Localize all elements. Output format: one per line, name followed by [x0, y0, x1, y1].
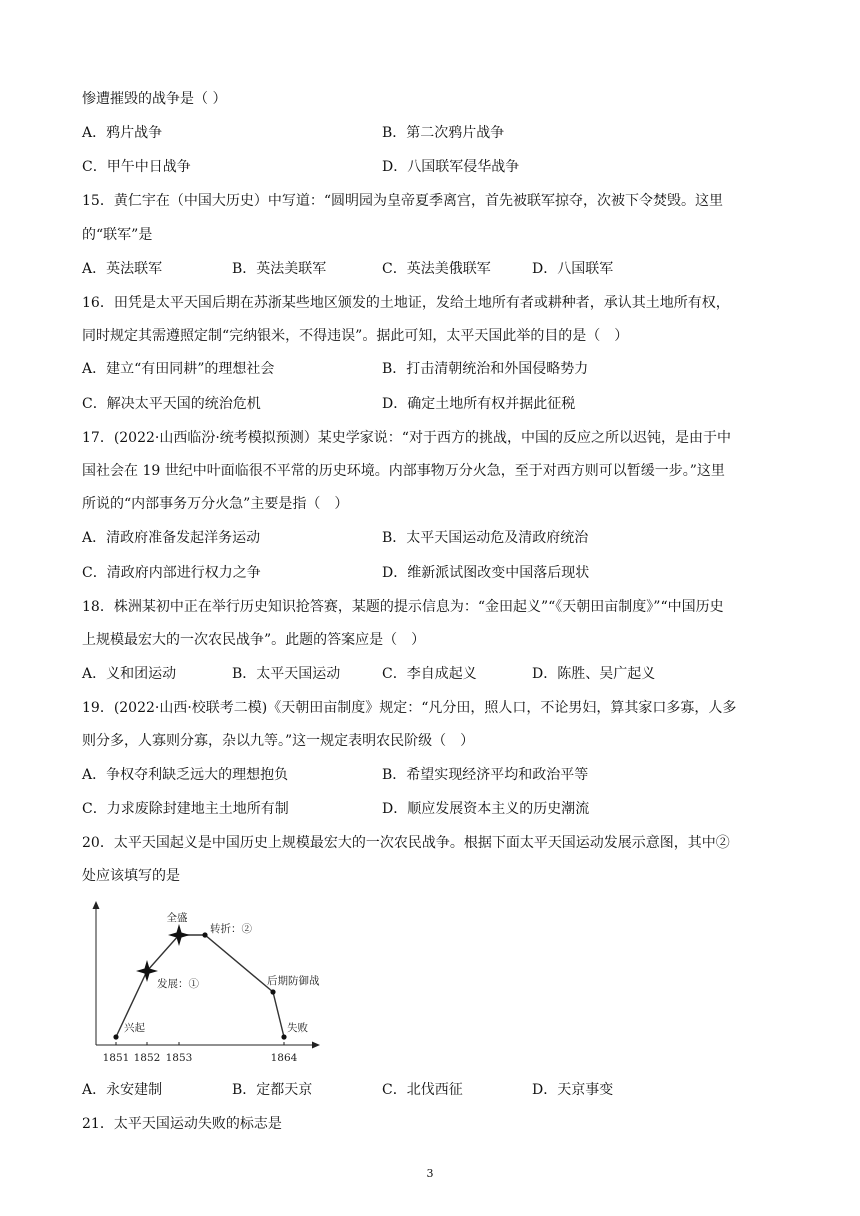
q19-option-a: A．争权夺利缺乏远大的理想抱负 — [82, 767, 289, 783]
q19-option-b: B．希望实现经济平均和政治平等 — [382, 767, 589, 783]
q20-option-c: C．北伐西征 — [382, 1082, 463, 1098]
page-number: 3 — [426, 1167, 434, 1180]
stage-label-0: 兴起 — [124, 1022, 145, 1034]
q15-stem-line2: 的“联军”是 — [82, 227, 153, 243]
q15-option-c: C．英法美俄联军 — [382, 261, 491, 277]
q17-option-a: A．清政府准备发起洋务运动 — [82, 530, 261, 546]
q17-stem-line2: 国社会在 19 世纪中叶面临很不平常的历史环境。内部事物万分火急，至于对西方则可以暂缓一步。”这里 — [82, 463, 725, 479]
q18-option-d: D．陈胜、吴广起义 — [532, 666, 656, 682]
stage-label-2: 全盛 — [166, 912, 188, 924]
q16-stem-line2: 同时规定其需遵照定制“完纳银米，不得违误”。据此可知，太平天国此举的目的是（ ） — [82, 328, 629, 344]
q20-option-b: B．定都天京 — [232, 1082, 313, 1098]
q15-stem-line1: 15．黄仁宇在（中国大历史）中写道：“圆明园为皇帝夏季离宫，首先被联军掠夺，次被下令焚毁。这里 — [82, 193, 723, 209]
q16-option-c: C．解决太平天国的统治危机 — [82, 396, 261, 412]
x-tick-label-1: 1852 — [133, 1052, 161, 1064]
stage-label-3: 转折：② — [210, 923, 252, 935]
q18-option-b: B．太平天国运动 — [232, 666, 341, 682]
dot-marker-4 — [270, 989, 275, 994]
q19-stem-line2: 则分多，人寡则分寡，杂以九等。”这一规定表明农民阶级（ ） — [82, 733, 475, 749]
q14-option-b: B．第二次鸦片战争 — [382, 125, 505, 141]
q20-option-a: A．永安建制 — [82, 1082, 163, 1098]
x-tick-label-2: 1853 — [165, 1052, 193, 1064]
q19-stem-line1: 19．(2022·山西·校联考二模)《天朝田亩制度》规定：“凡分田，照人口，不论男妇，算其家口多寡，人多 — [82, 700, 737, 716]
taiping-development-chart — [82, 897, 322, 1067]
q19-option-c: C．力求废除封建地主土地所有制 — [82, 801, 289, 817]
q14-option-c: C．甲午中日战争 — [82, 159, 191, 175]
stage-label-1: 发展：① — [157, 978, 199, 990]
stage-label-5: 失败 — [287, 1022, 308, 1034]
q17-stem-line3: 所说的“内部事务万分火急”主要是指（ ） — [82, 496, 349, 512]
q18-option-c: C．李自成起义 — [382, 666, 477, 682]
q21-stem-line1: 21．太平天国运动失败的标志是 — [82, 1116, 282, 1132]
q15-option-d: D．八国联军 — [532, 261, 614, 277]
q14-option-a: A．鸦片战争 — [82, 125, 163, 141]
q17-option-c: C．清政府内部进行权力之争 — [82, 565, 261, 581]
q16-stem-line1: 16．田凭是太平天国后期在苏浙某些地区颁发的土地证，发给土地所有者或耕种者，承认其土地所有权， — [82, 295, 730, 311]
q19-option-d: D．顺应发展资本主义的历史潮流 — [382, 801, 590, 817]
stage-label-4: 后期防御战 — [267, 975, 320, 987]
dot-marker-3 — [202, 932, 207, 937]
y-axis-arrow — [93, 901, 100, 909]
q20-option-d: D．天京事变 — [532, 1082, 614, 1098]
q20-stem-line2: 处应该填写的是 — [82, 868, 180, 884]
q16-option-b: B．打击清朝统治和外国侵略势力 — [382, 361, 589, 377]
q14-option-d: D．八国联军侵华战争 — [382, 159, 520, 175]
q16-option-d: D．确定土地所有权并据此征税 — [382, 396, 576, 412]
q17-option-d: D．维新派试图改变中国落后现状 — [382, 565, 590, 581]
dot-marker-5 — [281, 1034, 286, 1039]
x-tick-label-3: 1864 — [270, 1052, 298, 1064]
q17-option-b: B．太平天国运动危及清政府统治 — [382, 530, 589, 546]
x-tick-label-0: 1851 — [102, 1052, 130, 1064]
q20-stem-line1: 20．太平天国起义是中国历史上规模最宏大的一次农民战争。根据下面太平天国运动发展示意图，其中② — [82, 835, 730, 851]
q15-option-a: A．英法联军 — [82, 261, 163, 277]
q14-continuation: 惨遭摧毁的战争是（ ） — [82, 91, 227, 107]
q18-option-a: A．义和团运动 — [82, 666, 177, 682]
q18-stem-line1: 18．株洲某初中正在举行历史知识抢答赛，某题的提示信息为：“金田起义”“《天朝田亩制度》”“中国历史 — [82, 599, 724, 615]
x-axis-arrow — [312, 1042, 320, 1049]
q18-stem-line2: 上规模最宏大的一次农民战争”。此题的答案应是（ ） — [82, 632, 426, 648]
q15-option-b: B．英法美联军 — [232, 261, 327, 277]
q17-stem-line1: 17．(2022·山西临汾·统考模拟预测）某史学家说：“对于西方的挑战，中国的反应之所以迟钝，是由于中 — [82, 430, 731, 446]
q16-option-a: A．建立“有田同耕”的理想社会 — [82, 361, 275, 377]
dot-marker-0 — [113, 1034, 118, 1039]
